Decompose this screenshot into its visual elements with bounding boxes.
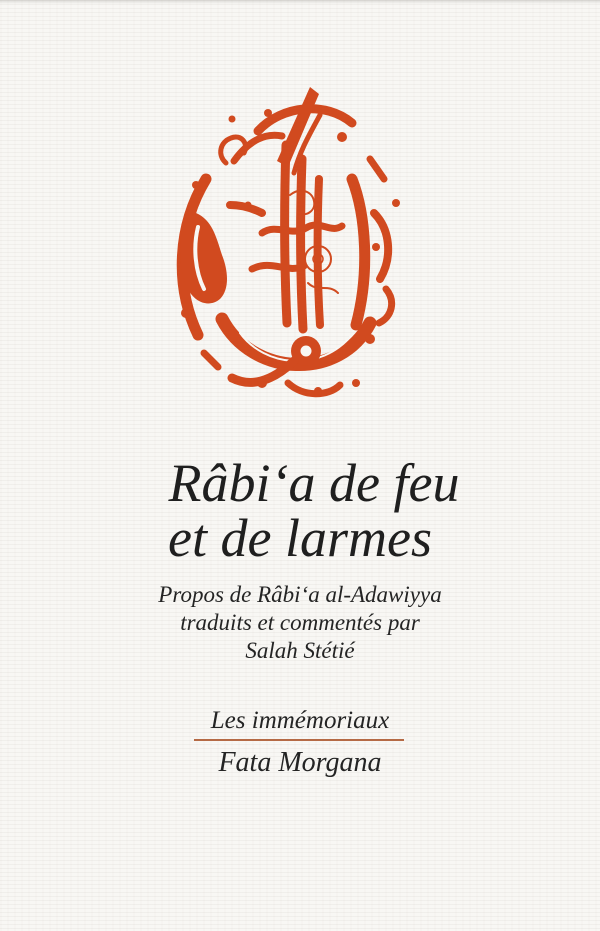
author-name: Salah Stétié — [245, 638, 355, 663]
subtitle-line-1: Propos de Râbi‘a al-Adawiyya — [158, 582, 442, 607]
book-title — [0, 453, 600, 569]
subtitle-line-2: traduits et commentés par — [180, 610, 420, 635]
collection-divider — [194, 739, 404, 741]
subtitle-block — [0, 581, 600, 665]
title-line-1: Râbi‘a de feu — [168, 453, 460, 514]
publisher-name: Fata Morgana — [218, 747, 382, 778]
arabic-calligraphy-icon — [170, 87, 410, 403]
collection-name: Les immémoriaux — [210, 707, 390, 734]
title-line-2: et de larmes — [168, 508, 432, 569]
